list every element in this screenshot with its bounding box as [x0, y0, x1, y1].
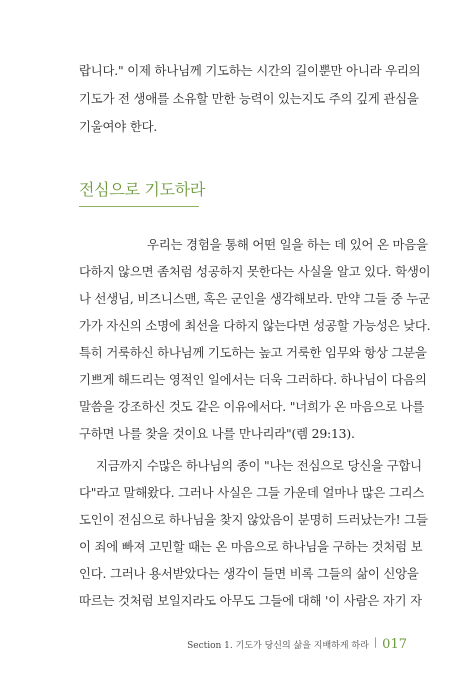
page-footer: [187, 637, 407, 652]
body-line: 따르는 것처럼 보일지라도 아무도 그들에 대해 '이 사람은 자기 자: [79, 593, 422, 608]
body-line: 지금까지 수많은 하나님의 종이 "나는 전심으로 당신을 구합니: [96, 458, 422, 473]
body-line: 말씀을 강조하신 것도 같은 이유에서다. "너희가 온 마음으로 나를: [79, 399, 425, 414]
body-line: 구하면 나를 찾을 것이요 나를 만나리라"(렘 29:13).: [79, 426, 355, 441]
body-line: 이 죄에 빠져 고민할 때는 온 마음으로 하나님을 구하는 것처럼 보: [79, 539, 423, 554]
body-line: 나 선생님, 비즈니스맨, 혹은 군인을 생각해보라. 만약 그들 중 누군: [79, 291, 430, 306]
body-line: 특히 거룩하신 하나님께 기도하는 높고 거룩한 임무와 항상 그분을: [79, 345, 427, 360]
body-line: 도인이 전심으로 하나님을 찾지 않았음이 분명히 드러났는가! 그들: [79, 512, 428, 527]
body-line: 기도가 전 생애를 소유할 만한 능력이 있는지도 주의 깊게 관심을: [79, 91, 419, 106]
body-line: 기쁘게 해드리는 영적인 일에서는 더욱 그러하다. 하나님이 다음의: [79, 372, 427, 387]
heading-underline: [79, 206, 199, 207]
body-line: 기울여야 한다.: [79, 119, 158, 134]
page-number: 017: [382, 637, 407, 652]
body-line: 인다. 그러나 용서받았다는 생각이 들면 비록 그들의 삶이 신앙을: [79, 566, 419, 581]
body-line: 다하지 않으면 좀처럼 성공하지 못한다는 사실을 알고 있다. 학생이: [79, 264, 431, 279]
body-line: 가가 자신의 소명에 최선을 다하지 않는다면 성공할 가능성은 낮다.: [79, 318, 431, 333]
body-line: 다"라고 말해왔다. 그러나 사실은 그들 가운데 얼마나 많은 그리스: [79, 485, 425, 500]
running-title: Section 1. 기도가 당신의 삶을 지배하게 하라: [187, 641, 369, 651]
body-line: 우리는 경험을 통해 어떤 일을 하는 데 있어 온 마음을: [147, 237, 428, 252]
section-heading: 전심으로 기도하라: [79, 180, 206, 199]
footer-separator: |: [373, 637, 378, 648]
body-line: 랍니다." 이제 하나님께 기도하는 시간의 길이뿐만 아니라 우리의: [79, 63, 421, 78]
